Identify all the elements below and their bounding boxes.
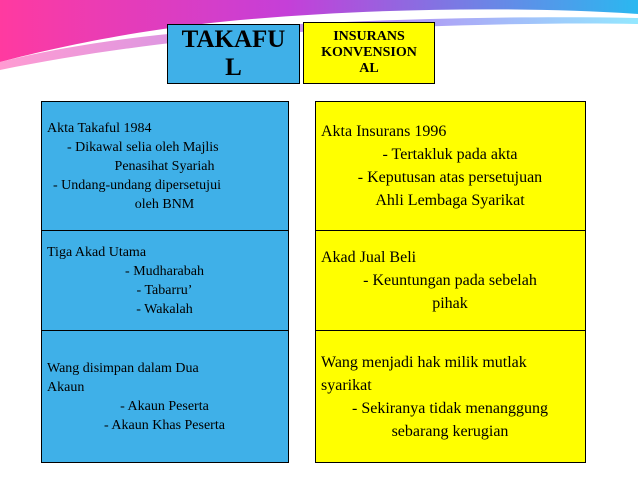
cell-line: - Akaun Peserta [120, 398, 209, 414]
cell-line: oleh BNM [134, 196, 195, 212]
cell-line: Wang menjadi hak milik mutlak [321, 353, 527, 371]
cell-line: Ahli Lembaga Syarikat [375, 192, 525, 209]
takaful-header-line: TAKAFU [181, 26, 286, 53]
takaful-column [41, 101, 289, 463]
cell-line: - Tertakluk pada akta [382, 146, 518, 163]
insurans-column [315, 101, 586, 463]
insurans-header-line: KONVENSION [321, 45, 417, 60]
cell-line: Wang disimpan dalam Dua [47, 360, 199, 376]
takaful-cell-funds [42, 331, 288, 462]
insurans-cell-contracts [316, 231, 585, 331]
takaful-header-line: L [225, 54, 242, 81]
insurans-cell-legislation [316, 102, 585, 231]
cell-line: Penasihat Syariah [114, 158, 215, 174]
insurans-header-line: INSURANS [333, 29, 405, 44]
cell-line: Akad Jual Beli [321, 249, 417, 266]
cell-line: - Dikawal selia oleh Majlis [67, 139, 219, 155]
cell-line: - Mudharabah [125, 263, 204, 279]
cell-line: - Sekiranya tidak menanggung [352, 399, 548, 417]
cell-line: - Akaun Khas Peserta [104, 417, 225, 433]
takaful-header [167, 24, 300, 84]
insurans-cell-funds [316, 331, 585, 462]
insurans-konvensional-header [303, 22, 435, 84]
cell-line: Akta Takaful 1984 [47, 120, 152, 136]
cell-line: Akta Insurans 1996 [321, 123, 447, 140]
insurans-header-line: AL [359, 61, 379, 76]
cell-line: - Wakalah [136, 301, 193, 317]
cell-line: syarikat [321, 376, 372, 394]
cell-line: - Keputusan atas persetujuan [357, 169, 543, 186]
cell-line: pihak [432, 295, 468, 312]
cell-line: sebarang kerugian [391, 422, 509, 440]
cell-line: - Keuntungan pada sebelah [363, 272, 537, 289]
cell-line: - Undang-undang dipersetujui [53, 177, 221, 193]
takaful-cell-legislation [42, 102, 288, 231]
cell-line: Akaun [47, 379, 85, 395]
cell-line: Tiga Akad Utama [47, 244, 147, 260]
cell-line: - Tabarru’ [136, 282, 193, 298]
takaful-cell-contracts [42, 231, 288, 331]
